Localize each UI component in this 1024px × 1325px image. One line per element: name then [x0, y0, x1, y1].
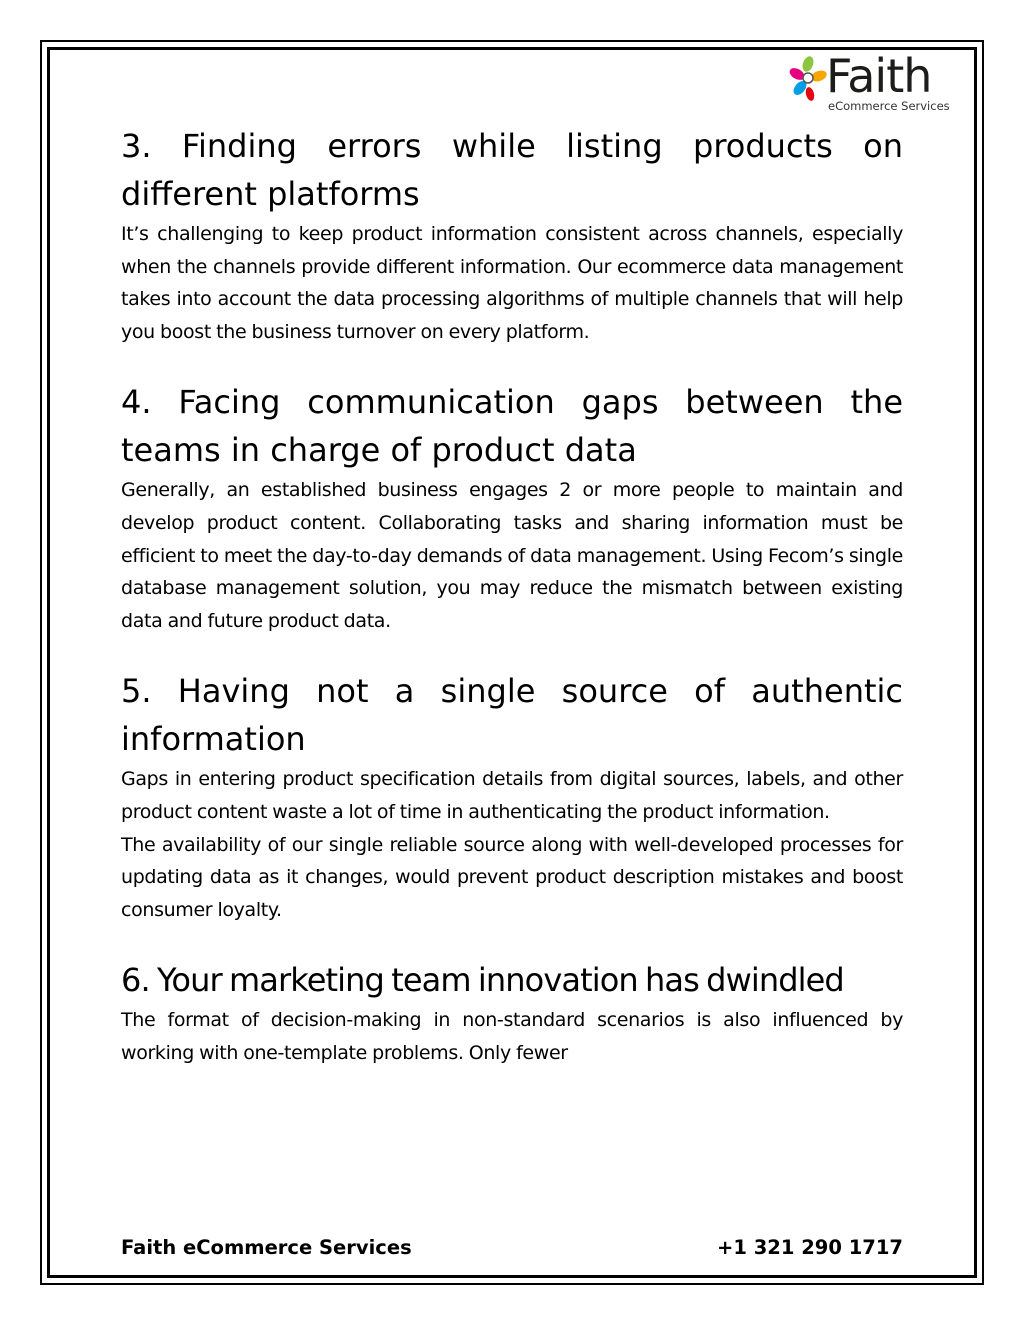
- flower-icon: [788, 54, 828, 110]
- faith-logo: [788, 49, 968, 118]
- section-paragraph: The format of decision-making in non-standard scenarios is also influenced by working with one-template problems. Only fewer: [121, 1009, 903, 1064]
- section-heading: 4. Facing communication gaps between the teams in charge of product data: [121, 383, 903, 470]
- section-heading: 3. Finding errors while listing products on different platforms: [121, 127, 903, 213]
- section-paragraph: Generally, an established business engages 2 or more people to maintain and develop product content. Collaborating tasks and sharing information must be efficient to meet the day-to-day demands of data management. Using Fecom’s single database management solution, you may reduce the mismatch between existing data and future product data.: [121, 479, 903, 632]
- logo-wordmark: Faith: [826, 49, 932, 103]
- section-heading: 6. Your marketing team innovation has dwindled: [121, 961, 844, 1000]
- section-6: [121, 956, 903, 1069]
- section-3: [121, 122, 903, 348]
- section-paragraph: Gaps in entering product specification details from digital sources, labels, and other product content waste a lot of time in authenticating the product information.: [121, 768, 903, 823]
- section-paragraph: It’s challenging to keep product information consistent across channels, especially when the channels provide different information. Our ecommerce data management takes into account the data processing algorithms of multiple channels that will help you boost the business turnover on every platform.: [121, 223, 903, 343]
- section-paragraph: The availability of our single reliable source along with well-developed processes for updating data as it changes, would prevent product description mistakes and boost consumer loyalty.: [121, 833, 903, 921]
- page-footer: [121, 1236, 903, 1259]
- footer-phone: +1 321 290 1717: [717, 1236, 903, 1259]
- document-body: [121, 122, 903, 1100]
- section-heading: 5. Having not a single source of authentic information: [121, 672, 903, 759]
- section-5: [121, 667, 903, 926]
- footer-company: Faith eCommerce Services: [121, 1236, 412, 1259]
- logo-tagline: eCommerce Services: [828, 99, 950, 113]
- section-4: [121, 378, 903, 637]
